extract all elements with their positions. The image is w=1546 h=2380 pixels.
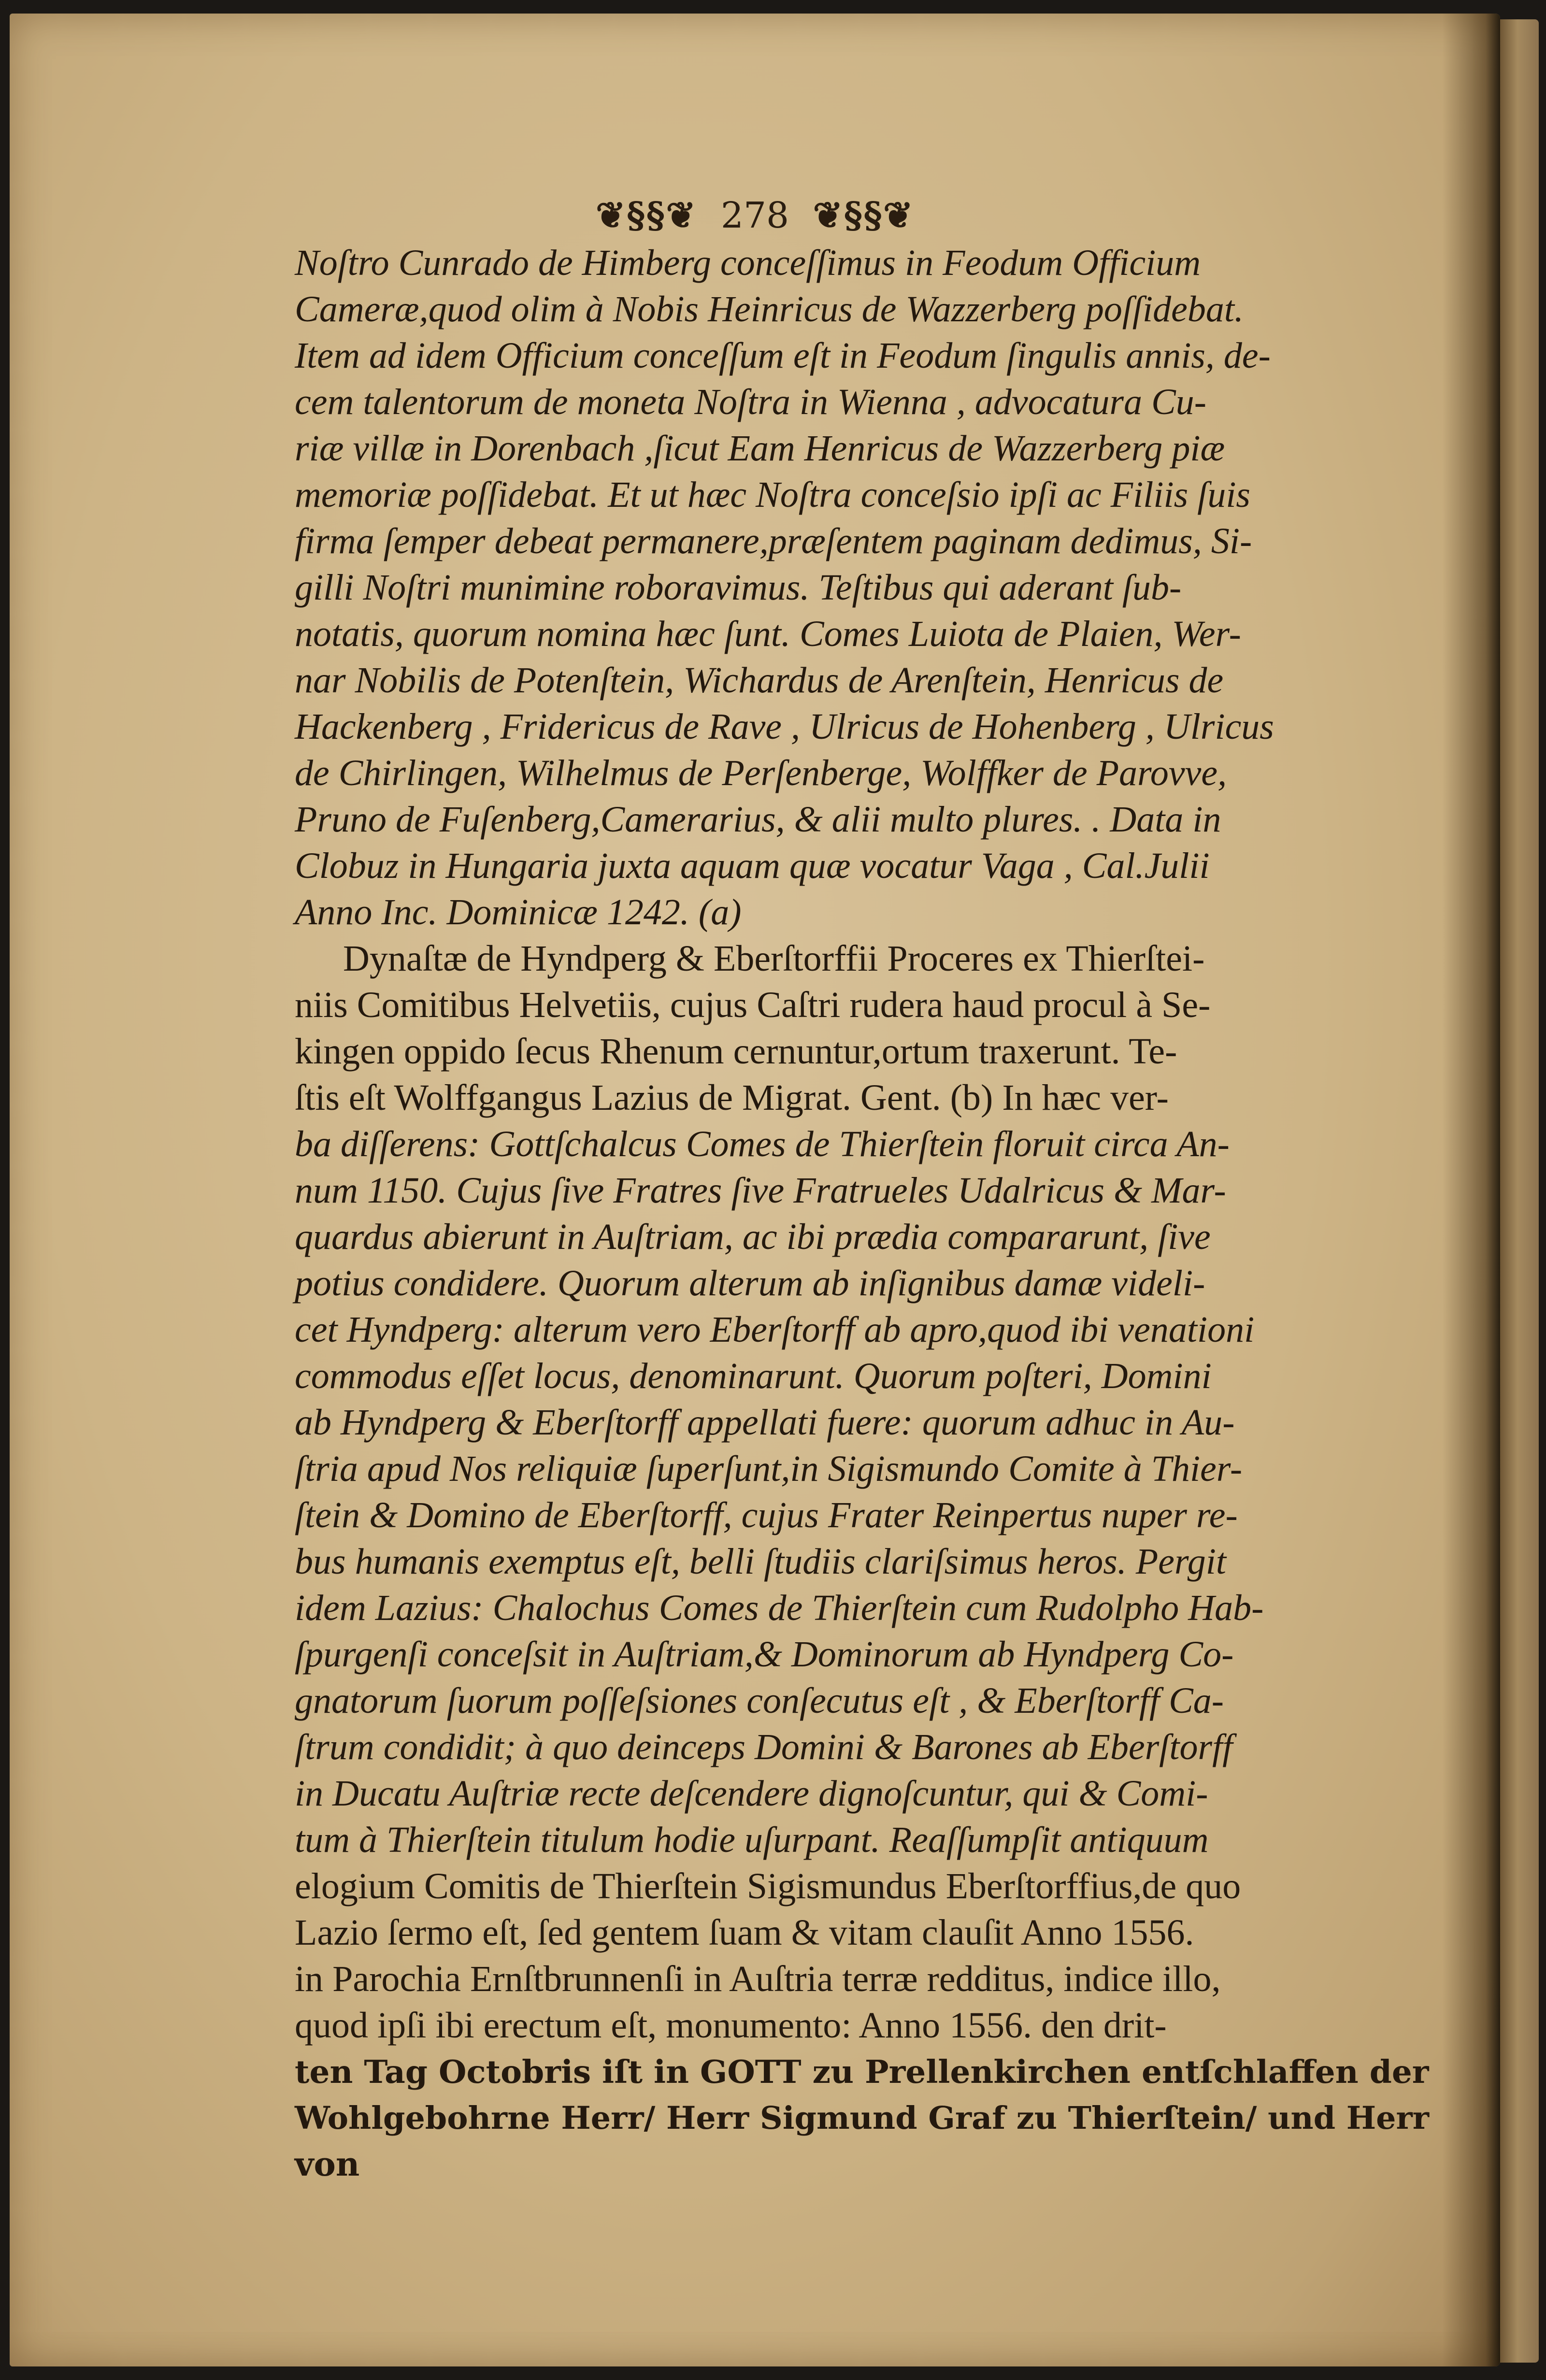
text-line: Cameræ,quod olim à Nobis Heinricus de Wazzerberg poſſidebat. (295, 289, 1244, 330)
next-page-edge (1500, 19, 1539, 2363)
text-line: memoriæ poſſidebat. Et ut hæc Noſtra conceſsio ipſi ac Filiis ſuis (295, 474, 1251, 515)
text-line: notatis, quorum nomina hæc ſunt. Comes Luiota de Plaien, Wer- (295, 614, 1241, 654)
text-line: ab Hyndperg & Eberſtorff appellati fuere: quorum adhuc in Au- (295, 1402, 1235, 1443)
text-line: ba diſſerens: Gottſchalcus Comes de Thierſtein floruit circa An- (295, 1124, 1230, 1164)
text-line: niis Comitibus Helvetiis, cujus Caſtri rudera haud procul à Se- (295, 985, 1211, 1025)
text-line: Hackenberg , Fridericus de Rave , Ulricus de Hohenberg , Ulricus (295, 706, 1274, 747)
text-line: in Ducatu Auſtriæ recte deſcendere dignoſcuntur, qui & Comi- (295, 1773, 1208, 1814)
text-line: cet Hyndperg: alterum vero Eberſtorff ab apro,quod ibi venationi (295, 1309, 1255, 1350)
text-line: quardus abierunt in Auſtriam, ac ibi prædia compararunt, ſive (295, 1217, 1211, 1257)
text-line: ſpurgenſi conceſsit in Auſtriam,& Dominorum ab Hyndperg Co- (295, 1634, 1234, 1675)
text-line: elogium Comitis de Thierſtein Sigismundus Eberſtorffius,de quo (295, 1866, 1241, 1907)
page-header (10, 195, 1500, 236)
text-line: ſtis eſt Wolffgangus Lazius de Migrat. Gent. (b) In hæc ver- (295, 1077, 1169, 1118)
text-line: commodus eſſet locus, denominarunt. Quorum poſteri, Domini (295, 1356, 1212, 1396)
text-line: kingen oppido ſecus Rhenum cernuntur,ortum traxerunt. Te- (295, 1031, 1177, 1072)
text-line: bus humanis exemptus eſt, belli ſtudiis clariſsimus heros. Pergit (295, 1541, 1227, 1582)
text-line: de Chirlingen, Wilhelmus de Perſenberge, Wolffker de Parovve, (295, 753, 1227, 793)
text-line: num 1150. Cujus ſive Fratres ſive Fratrueles Udalricus & Mar- (295, 1170, 1226, 1211)
text-line: firma ſemper debeat permanere,præſentem paginam dedimus, Si- (295, 521, 1252, 561)
text-line: idem Lazius: Chalochus Comes de Thierſtein cum Rudolpho Hab- (295, 1588, 1264, 1628)
text-line: Lazio ſermo eſt, ſed gentem ſuam & vitam clauſit Anno 1556. (295, 1912, 1194, 1953)
gutter-shadow (1442, 14, 1500, 2366)
catchword (295, 2188, 1435, 2234)
text-line: gilli Noſtri munimine roboravimus. Teſtibus qui aderant ſub- (295, 567, 1182, 608)
header-ornament-left: ❦§§❦ (595, 195, 697, 236)
text-line: tum à Thierſtein titulum hodie uſurpant. Reaſſumpſit antiquum (295, 1820, 1209, 1860)
header-ornament-right: ❦§§❦ (813, 195, 915, 236)
text-line: Dynaſtæ de Hyndperg & Eberſtorffii Proceres ex Thierſtei- (343, 938, 1205, 979)
text-line: Clobuz in Hungaria juxta aquam quæ vocatur Vaga , Cal.Julii (295, 846, 1210, 886)
text-line: Item ad idem Officium conceſſum eſt in Feodum ſingulis annis, de- (295, 335, 1271, 376)
text-line: ſtria apud Nos reliquiæ ſuperſunt,in Sigismundo Comite à Thier- (295, 1448, 1243, 1489)
text-line: ſtein & Domino de Eberſtorff, cujus Frater Reinpertus nuper re- (295, 1495, 1238, 1535)
text-line: quod ipſi ibi erectum eſt, monumento: Anno 1556. den drit- (295, 2005, 1167, 2046)
text-line: nar Nobilis de Potenſtein, Wichardus de Arenſtein, Henricus de (295, 660, 1224, 701)
text-line: potius condidere. Quorum alterum ab inſignibus damæ videli- (295, 1263, 1205, 1304)
text-line: Anno Inc. Dominicæ 1242. (a) (295, 892, 742, 932)
text-line: Wohlgebohrne Herr/ Herr Sigmund Graf zu Thierſtein/ und Herr (295, 2100, 1430, 2136)
text-line: Noſtro Cunrado de Himberg conceſſimus in Feodum Officium (295, 243, 1201, 283)
text-line: ſtrum condidit; à quo deinceps Domini & Barones ab Eberſtorff (295, 1727, 1233, 1767)
text-line: riæ villæ in Dorenbach ,ſicut Eam Henricus de Wazzerberg piæ (295, 428, 1225, 469)
text-line: von (295, 2145, 360, 2184)
text-line: Pruno de Fuſenberg,Camerarius, & alii multo plures. . Data in (295, 799, 1221, 840)
text-line: in Parochia Ernſtbrunnenſi in Auſtria terræ redditus, indice illo, (295, 1959, 1221, 1999)
text-line: gnatorum ſuorum poſſeſsiones conſecutus eſt , & Eberſtorff Ca- (295, 1680, 1224, 1721)
page-sheet (10, 14, 1500, 2366)
body-text (295, 240, 1435, 2234)
page-number: 278 (720, 195, 789, 236)
text-line: ten Tag Octobris iſt in GOTT zu Prellenkirchen entſchlaffen der (295, 2053, 1429, 2091)
text-line: cem talentorum de moneta Noſtra in Wienna , advocatura Cu- (295, 382, 1207, 422)
